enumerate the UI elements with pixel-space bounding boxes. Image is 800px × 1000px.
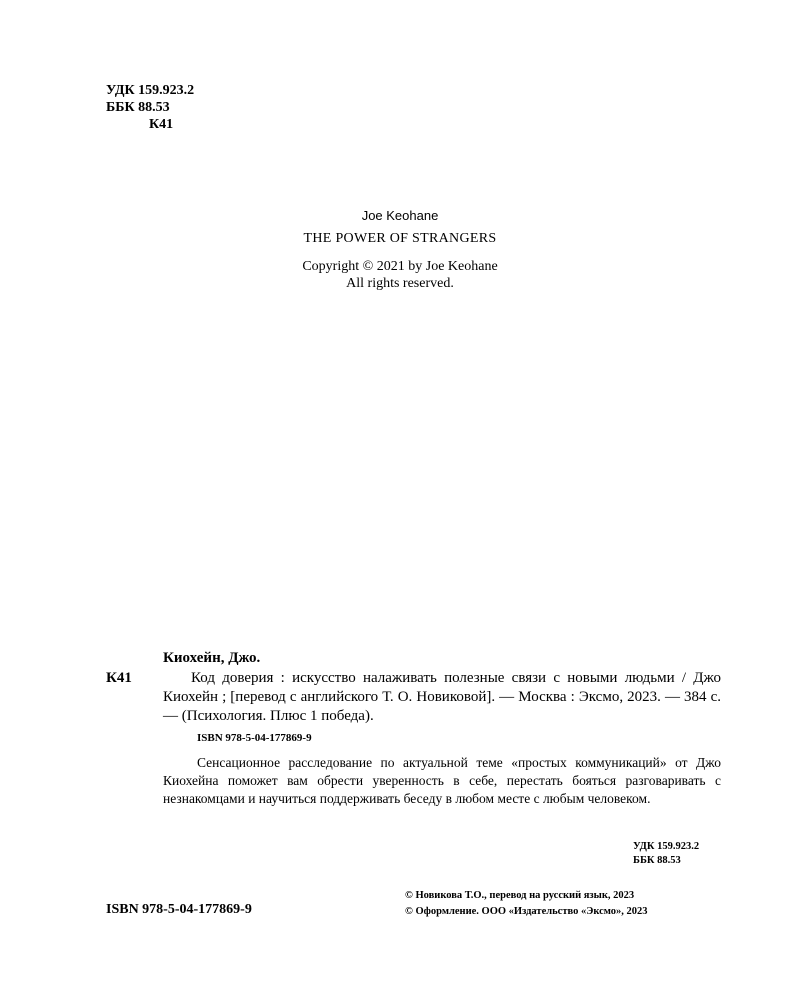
translation-copyright: © Новикова Т.О., перевод на русский язык, 2023: [405, 890, 635, 901]
catalog-udk: УДК 159.923.2: [633, 841, 700, 852]
catalog-author-mark: К41: [106, 670, 132, 686]
catalog-author-heading: Киохейн, Джо.: [163, 650, 261, 666]
catalog-classification: [633, 840, 699, 868]
catalog-annotation: Сенсационное расследование по актуальной теме «простых коммуникаций» от Джо Киохейна поможет вам обрести уверенность в себе, перестать бояться разговаривать с незнакомцами и научиться поддерживать беседу в любом месте с любым человеком.: [163, 755, 721, 806]
original-author: Joe Keohane: [361, 208, 439, 223]
rights-line: All rights reserved.: [346, 276, 454, 291]
udk-code: УДК 159.923.2: [106, 83, 195, 98]
bbk-code: ББК 88.53: [106, 100, 170, 115]
catalog-bbk: ББК 88.53: [633, 855, 681, 866]
footer-rights: [405, 888, 648, 920]
footer-isbn: ISBN 978-5-04-177869-9: [106, 902, 252, 917]
copyright-line: Copyright © 2021 by Joe Keohane: [302, 259, 498, 274]
catalog-card: [163, 649, 721, 808]
author-mark: К41: [149, 117, 174, 132]
original-title: THE POWER OF STRANGERS: [303, 231, 497, 246]
design-copyright: © Оформление. ООО «Издательство «Эксмо», 2023: [405, 906, 648, 917]
classification-block: [106, 82, 194, 133]
catalog-isbn: ISBN 978-5-04-177869-9: [197, 732, 312, 744]
catalog-description: Код доверия : искусство налаживать полезные связи с новыми людьми / Джо Киохейн ; [перевод с английского Т. О. Новиковой]. — Москва : Эксмо, 2023. — 384 с. — (Психология. Плюс 1 победа).: [163, 670, 721, 724]
original-copyright: [0, 258, 800, 292]
